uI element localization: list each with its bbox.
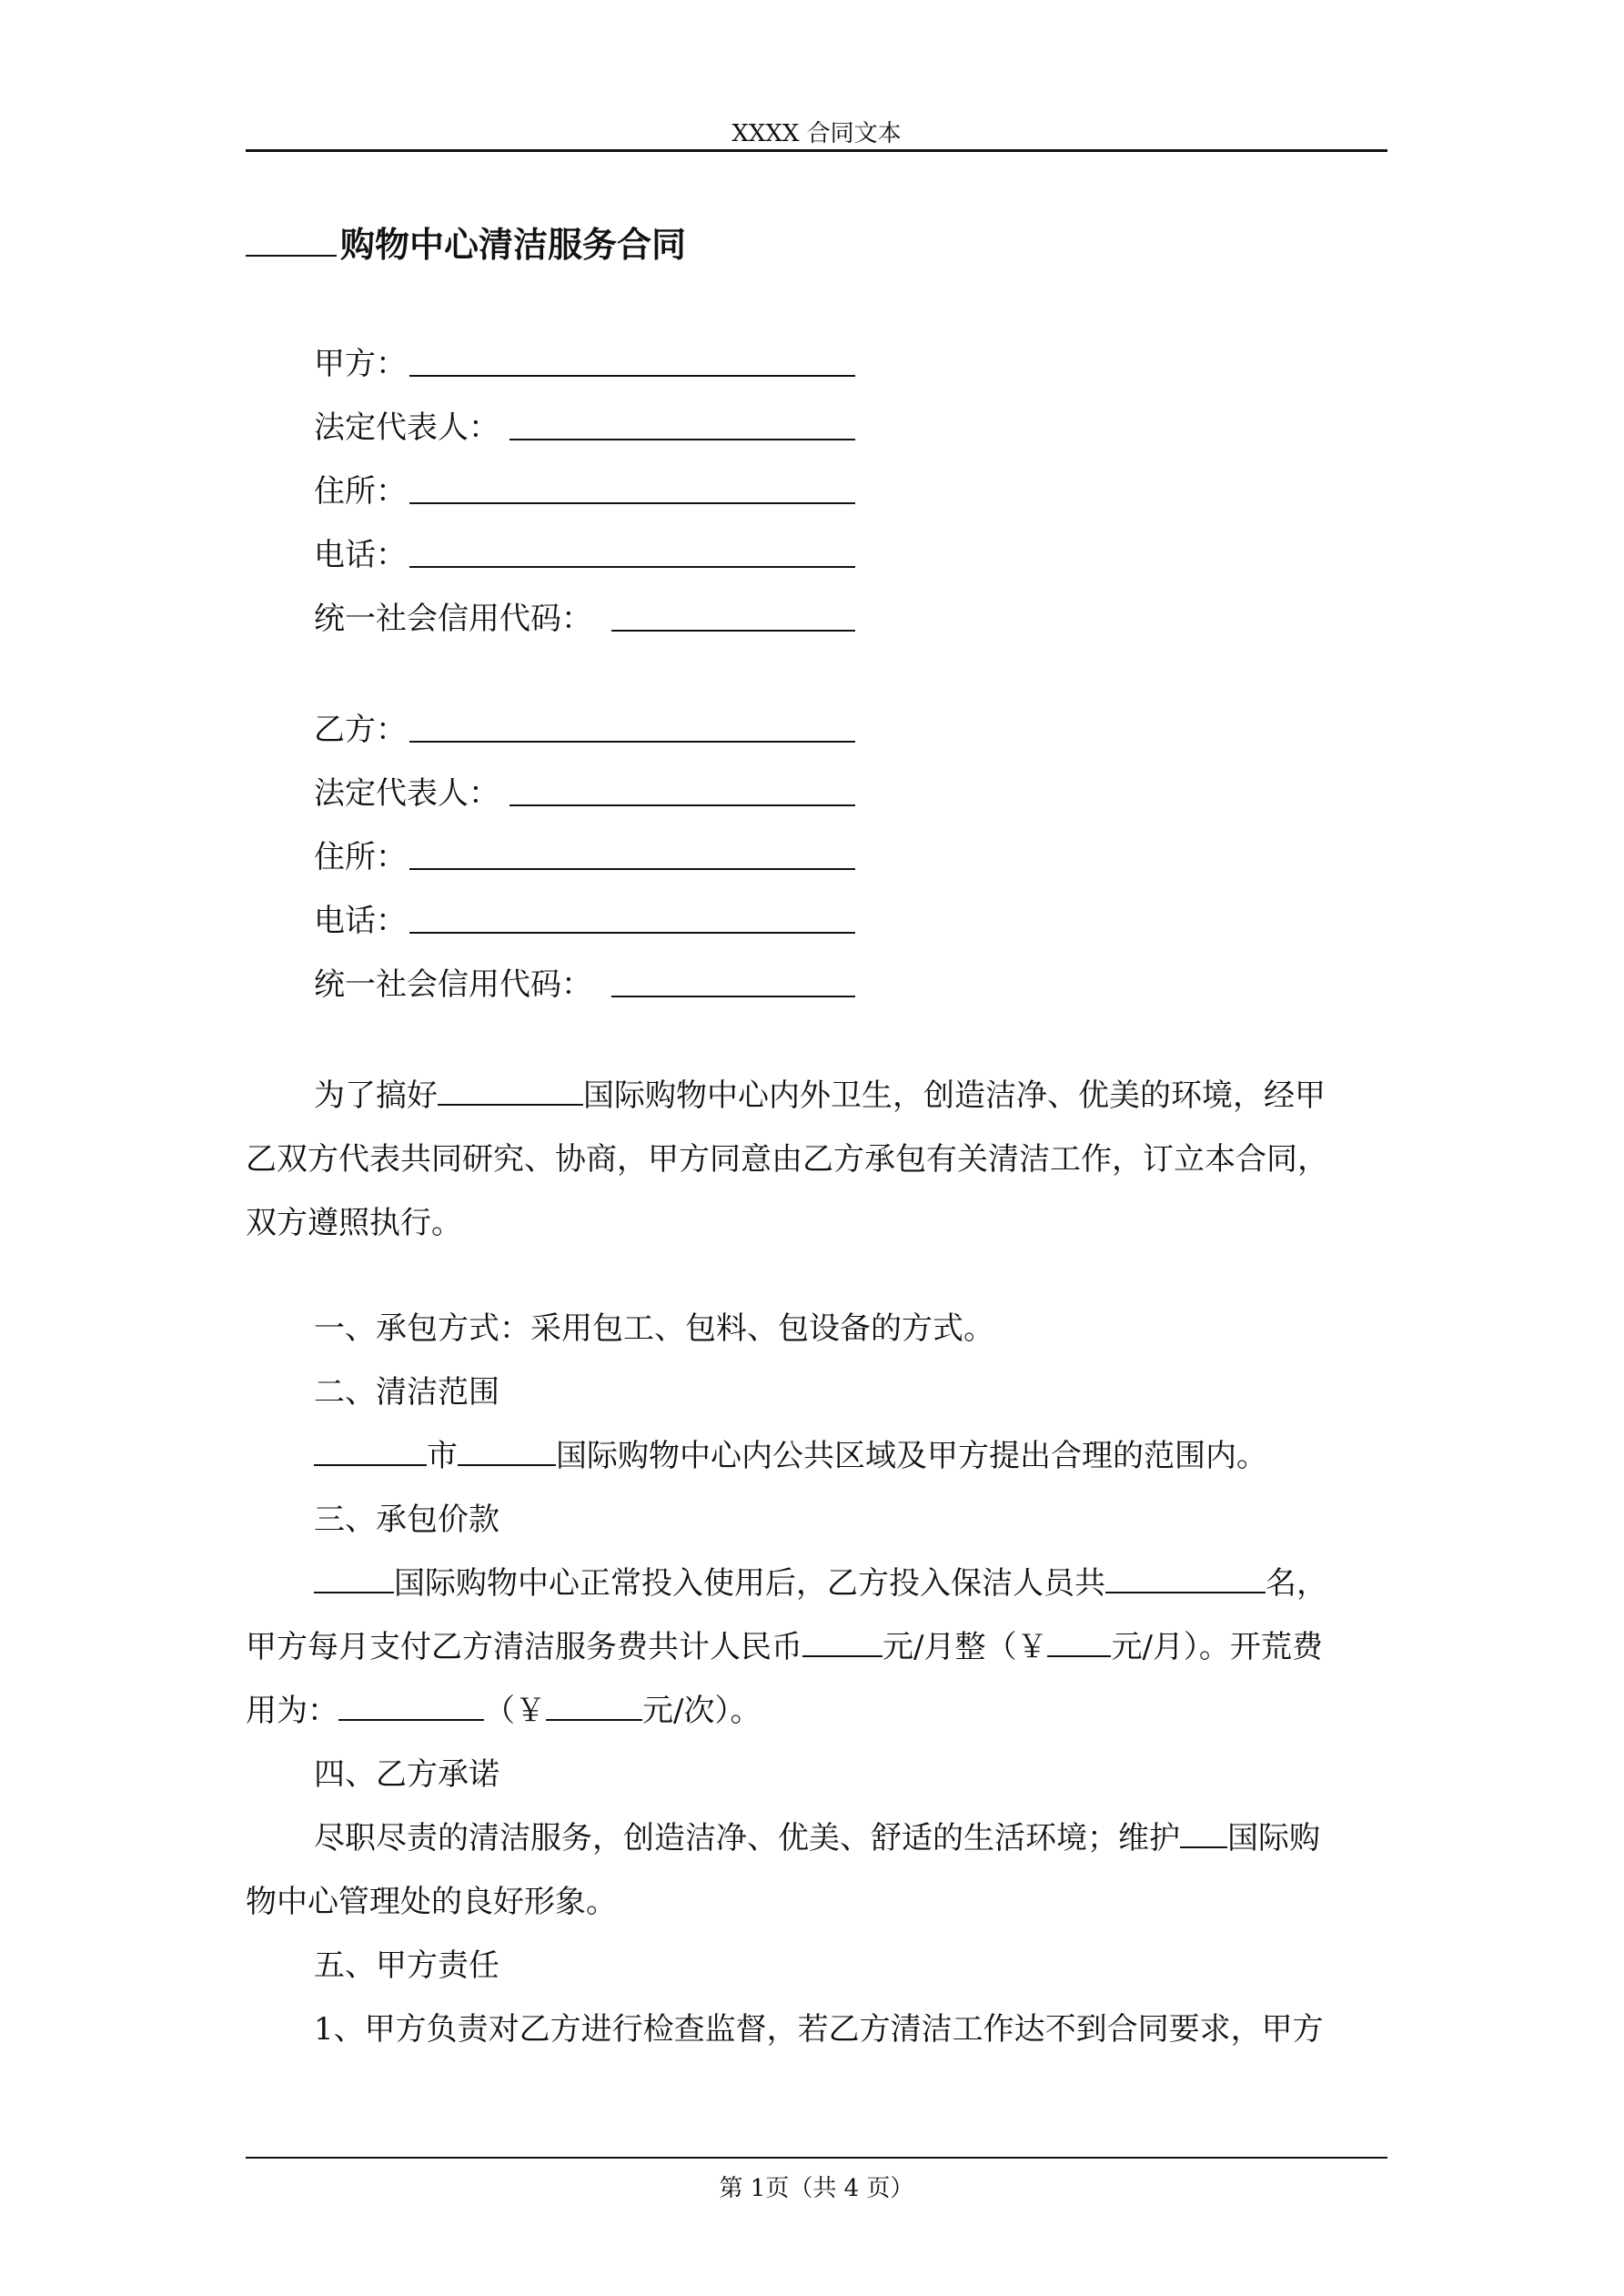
party-a-name-line — [409, 375, 855, 377]
party-a-address-field — [314, 466, 407, 510]
party-a-phone-field — [314, 530, 407, 573]
party-b-credit-code-line — [611, 996, 855, 997]
section-3-line-1: 国际购物中心正常投入使用后，乙方投入保洁人员共 名， — [314, 1558, 1327, 1603]
blank — [802, 1626, 883, 1657]
section-5-heading: 五、甲方责任 — [314, 1947, 499, 1984]
party-b-address-line — [409, 868, 855, 870]
party-b-name-line — [409, 741, 855, 743]
party-a-credit-code-field — [314, 593, 592, 637]
party-a-phone-line — [409, 566, 855, 568]
party-a-name-field — [314, 339, 407, 382]
document-title — [246, 217, 686, 267]
blank — [1180, 1817, 1227, 1848]
blank — [1047, 1626, 1111, 1657]
field-label: 统一社会信用代码： — [314, 601, 592, 637]
blank — [338, 1690, 484, 1721]
section-2-content: 市 国际购物中心内公共区域及甲方提出合理的范围内。 — [314, 1431, 1267, 1475]
party-b-rep-line — [509, 804, 855, 806]
field-label: 电话： — [314, 537, 407, 573]
intro-line-1: 为了搞好 国际购物中心内外卫生，创造洁净、优美的环境，经甲 — [314, 1070, 1326, 1115]
party-b-phone-line — [409, 932, 855, 934]
party-b-phone-field — [314, 895, 407, 939]
blank — [438, 1075, 583, 1106]
blank — [458, 1435, 556, 1466]
party-b-address-field — [314, 832, 407, 875]
blank — [314, 1563, 394, 1593]
party-b-rep-field — [314, 768, 499, 812]
field-label: 法定代表人： — [314, 410, 499, 446]
party-a-rep-line — [509, 439, 855, 440]
field-label: 统一社会信用代码： — [314, 966, 592, 1003]
blank — [1105, 1563, 1266, 1593]
section-3-heading: 三、承包价款 — [314, 1502, 499, 1538]
section-4-line-1: 尽职尽责的清洁服务，创造洁净、优美、舒适的生活环境；维护 国际购 — [314, 1813, 1320, 1857]
section-1: 一、承包方式：采用包工、包料、包设备的方式。 — [314, 1310, 994, 1347]
party-a-rep-field — [314, 402, 499, 446]
title-blank — [246, 224, 337, 257]
section-5-line-1: 1、甲方负责对乙方进行检查监督，若乙方清洁工作达不到合同要求，甲方 — [314, 2011, 1324, 2048]
intro-line-3: 双方遵照执行。 — [246, 1205, 462, 1241]
footer-rule — [246, 2157, 1387, 2159]
section-4-heading: 四、乙方承诺 — [314, 1756, 499, 1793]
blank — [546, 1690, 642, 1721]
header-rule — [246, 149, 1387, 152]
party-b-credit-code-field — [314, 959, 592, 1003]
blank — [314, 1435, 427, 1466]
field-label: 甲方： — [314, 346, 407, 382]
field-label: 住所： — [314, 473, 407, 510]
page-header: XXXX 合同文本 — [731, 120, 902, 147]
intro-line-2: 乙双方代表共同研究、协商，甲方同意由乙方承包有关清洁工作，订立本合同， — [246, 1141, 1328, 1178]
field-label: 法定代表人： — [314, 775, 499, 812]
section-4-line-2: 物中心管理处的良好形象。 — [246, 1884, 617, 1920]
section-3-line-3: 用为： （￥ 元/次）。 — [246, 1685, 761, 1730]
field-label: 电话： — [314, 903, 407, 939]
page-footer: 第 1页（共 4 页） — [719, 2175, 914, 2202]
party-a-credit-code-line — [611, 630, 855, 632]
field-label: 乙方： — [314, 712, 407, 748]
section-2-heading: 二、清洁范围 — [314, 1374, 499, 1411]
title-text: 购物中心清洁服务合同 — [340, 224, 687, 265]
field-label: 住所： — [314, 839, 407, 875]
party-a-address-line — [409, 502, 855, 504]
section-3-line-2: 甲方每月支付乙方清洁服务费共计人民币 元/月整（￥ 元/月）。开荒费 — [246, 1622, 1323, 1666]
party-b-name-field — [314, 704, 407, 748]
